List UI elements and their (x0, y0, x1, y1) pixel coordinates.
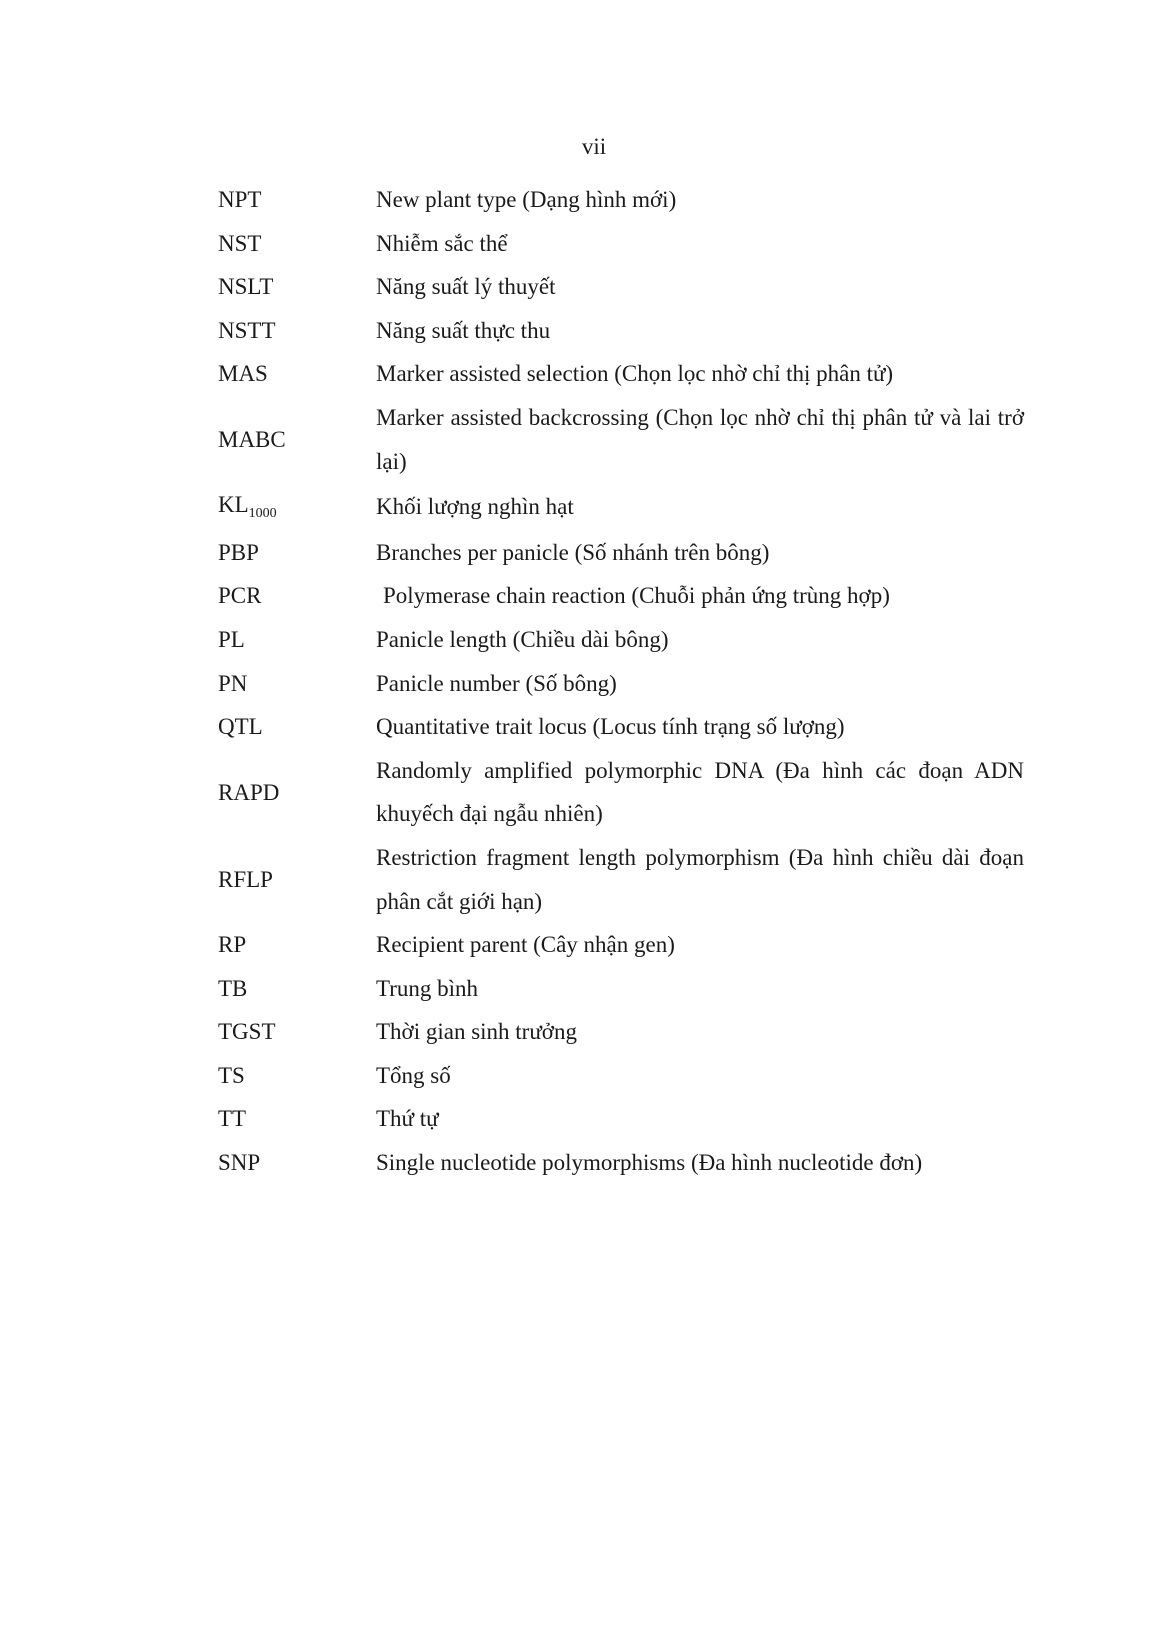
abbreviation-row (218, 836, 1024, 923)
abbreviation-row (218, 352, 1024, 396)
abbreviation-definition: Năng suất lý thuyết (376, 274, 556, 300)
abbreviation-definition: Recipient parent (Cây nhận gen) (376, 932, 675, 958)
abbreviation-row (218, 705, 1024, 749)
abbreviation-row (218, 178, 1024, 222)
abbreviation-row (218, 967, 1024, 1011)
abbreviation-term: TB (218, 975, 248, 1001)
abbreviation-definition: Khối lượng nghìn hạt (376, 494, 574, 520)
abbreviation-term: PN (218, 670, 248, 696)
abbreviation-term: MABC (218, 426, 286, 452)
abbreviation-definition: Thời gian sinh trưởng (376, 1019, 577, 1045)
abbreviation-term: QTL (218, 714, 263, 740)
abbreviation-row (218, 749, 1024, 836)
abbreviation-row (218, 923, 1024, 967)
abbreviation-term: TS (218, 1062, 245, 1088)
abbreviation-row (218, 1141, 1024, 1185)
abbreviation-list (218, 178, 1024, 1185)
abbreviation-row (218, 574, 1024, 618)
abbreviation-definition: New plant type (Dạng hình mới) (376, 187, 677, 212)
page-number: vii (581, 134, 607, 159)
term-subscript: 1000 (248, 506, 277, 522)
term-base: KL (218, 492, 249, 518)
abbreviation-definition: Panicle length (Chiều dài bông) (376, 626, 669, 652)
abbreviation-row (218, 662, 1024, 706)
abbreviation-term: NSLT (218, 274, 274, 300)
abbreviation-term: PL (218, 626, 245, 652)
abbreviation-definition: Trung bình (376, 975, 479, 1001)
abbreviation-term: RFLP (218, 866, 273, 892)
abbreviation-definition: Polymerase chain reaction (Chuỗi phản ứng trùng hợp) (383, 583, 890, 609)
abbreviation-term (218, 483, 376, 531)
abbreviation-term: RP (218, 932, 247, 958)
abbreviation-term: NST (218, 230, 262, 256)
abbreviation-definition: Thứ tự (376, 1106, 439, 1132)
abbreviation-definition: Panicle number (Số bông) (376, 670, 617, 696)
abbreviation-definition: Quantitative trait locus (Locus tính trạng số lượng) (376, 714, 845, 740)
abbreviation-term: TT (218, 1106, 247, 1132)
abbreviation-definition: Randomly amplified polymorphic DNA (Đa hình các đoạn ADN khuyếch đại ngẫu nhiên) (376, 757, 1024, 827)
abbreviation-definition: Marker assisted backcrossing (Chọn lọc nhờ chỉ thị phân tử và lai trở lại) (376, 404, 1024, 474)
abbreviation-row (218, 222, 1024, 266)
abbreviation-definition: Marker assisted selection (Chọn lọc nhờ chỉ thị phân tử) (376, 361, 894, 387)
abbreviation-term: SNP (218, 1150, 261, 1176)
abbreviation-definition: Branches per panicle (Số nhánh trên bông) (376, 539, 770, 565)
abbreviation-row (218, 483, 1024, 531)
abbreviation-term: NSTT (218, 317, 276, 343)
abbreviation-term: PCR (218, 583, 262, 609)
abbreviation-term: RAPD (218, 779, 280, 805)
abbreviation-row (218, 531, 1024, 575)
abbreviation-definition: Single nucleotide polymorphisms (Đa hình nucleotide đơn) (376, 1150, 923, 1176)
abbreviation-term: NPT (218, 187, 262, 212)
abbreviation-term: TGST (218, 1019, 276, 1045)
abbreviation-row (218, 396, 1024, 483)
abbreviation-row (218, 309, 1024, 353)
abbreviation-row (218, 618, 1024, 662)
abbreviation-row (218, 1097, 1024, 1141)
abbreviation-row (218, 1010, 1024, 1054)
abbreviation-definition: Tổng số (376, 1062, 451, 1088)
abbreviation-definition: Nhiễm sắc thể (376, 230, 508, 256)
abbreviation-definition: Năng suất thực thu (376, 317, 551, 343)
abbreviation-definition: Restriction fragment length polymorphism (Đa hình chiều dài đoạn phân cắt giới hạn) (376, 844, 1024, 914)
abbreviation-row (218, 265, 1024, 309)
abbreviation-row (218, 1054, 1024, 1098)
abbreviation-term: MAS (218, 361, 268, 387)
abbreviation-term: PBP (218, 539, 259, 565)
